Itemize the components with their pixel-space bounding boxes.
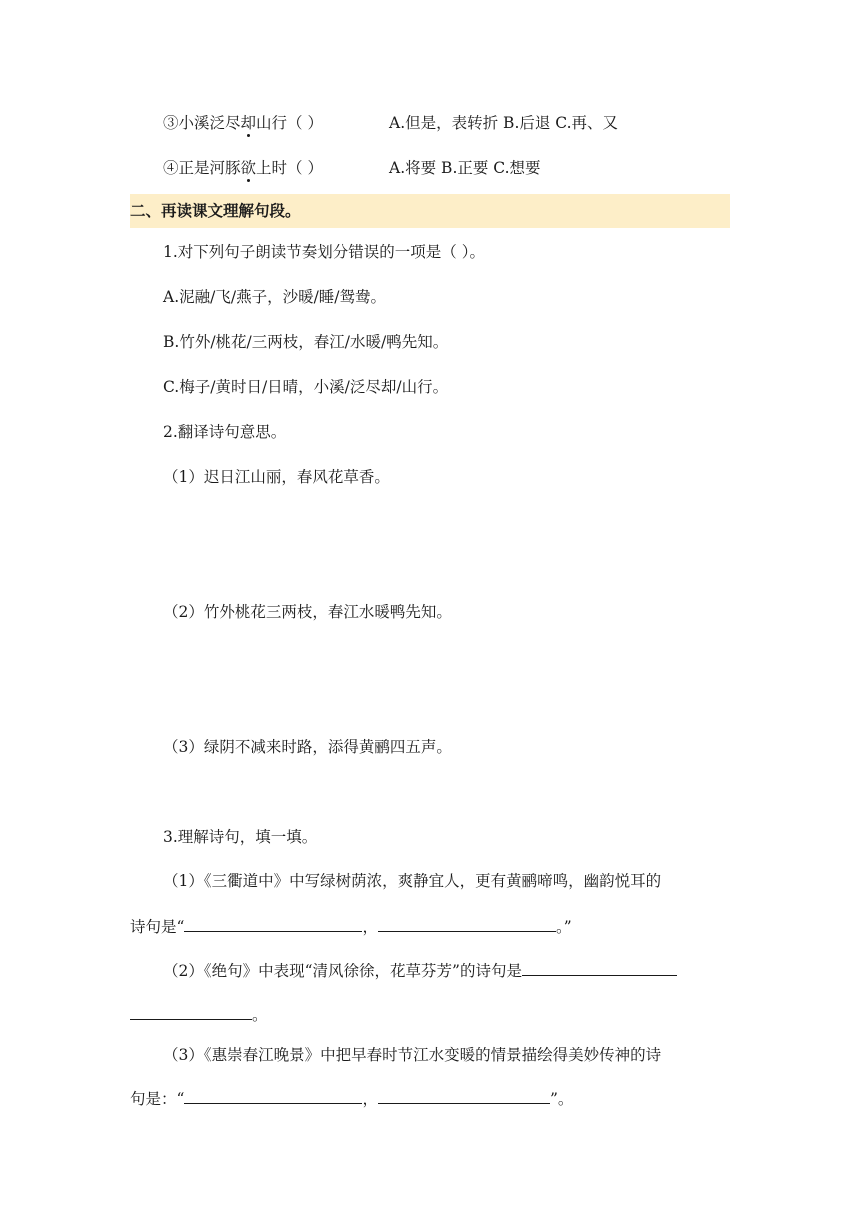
- item-3-sub-3-comma: ，: [362, 1090, 378, 1108]
- question-3-suffix: 山行（ ）: [256, 114, 323, 132]
- item-1-option-a: A.泥融/飞/燕子，沙暖/睡/鸳鸯。: [163, 288, 387, 306]
- question-3-prefix: ③小溪泛尽: [163, 114, 241, 132]
- question-3-options: A.但是，表转折 B.后退 C.再、又: [389, 114, 619, 132]
- answer-blank[interactable]: [130, 1005, 252, 1020]
- answer-blank[interactable]: [184, 917, 362, 932]
- item-3-sub-1-line-2: [130, 916, 572, 938]
- item-2-poem-2: （2）竹外桃花三两枝，春江水暖鸭先知。: [163, 603, 452, 621]
- item-3-sub-3-line-2: [130, 1088, 573, 1110]
- question-4-line: [163, 157, 323, 179]
- item-3-sub-1-line-1: （1）《三衢道中》中写绿树荫浓，爽静宜人，更有黄鹂啼鸣，幽韵悦耳的: [163, 872, 662, 890]
- item-3-sub-1-comma: ，: [362, 918, 378, 936]
- item-3-sub-3-end: ”。: [549, 1090, 574, 1108]
- item-2-poem-3: （3）绿阴不减来时路，添得黄鹂四五声。: [163, 738, 452, 756]
- item-1-stem: 1.对下列句子朗读节奏划分错误的一项是（ ）。: [163, 243, 485, 261]
- item-2-poem-1: （1）迟日江山丽，春风花草香。: [163, 468, 390, 486]
- item-3-sub-2-text: （2）《绝句》中表现“清风徐徐，花草芬芳”的诗句是: [163, 962, 522, 980]
- item-3-sub-1-lead: 诗句是“: [130, 918, 185, 936]
- question-4-dotted-char: 欲: [240, 159, 257, 177]
- question-3-dotted-char: 却: [240, 114, 257, 132]
- item-3-sub-1-end: 。”: [555, 918, 572, 936]
- answer-blank[interactable]: [378, 917, 556, 932]
- item-3-sub-2-end: 。: [252, 1006, 268, 1024]
- item-3-stem: 3.理解诗句，填一填。: [163, 828, 318, 846]
- item-3-sub-3-line-1: （3）《惠崇春江晚景》中把早春时节江水变暖的情景描绘得美妙传神的诗: [163, 1046, 662, 1064]
- item-3-sub-2-line-1: [163, 960, 677, 982]
- question-4-prefix: ④正是河豚: [163, 159, 241, 177]
- answer-blank[interactable]: [522, 961, 677, 976]
- item-1-option-b: B.竹外/桃花/三两枝，春江/水暖/鸭先知。: [163, 333, 449, 351]
- item-3-sub-2-line-2: [130, 1004, 268, 1026]
- answer-blank[interactable]: [378, 1089, 550, 1104]
- question-4-options: A.将要 B.正要 C.想要: [389, 159, 541, 177]
- answer-blank[interactable]: [184, 1089, 362, 1104]
- item-1-option-c: C.梅子/黄时日/日晴，小溪/泛尽却/山行。: [163, 378, 449, 396]
- section-2-title: 二、再读课文理解句段。: [130, 202, 301, 220]
- question-4-suffix: 上时（ ）: [256, 159, 323, 177]
- question-3-line: [163, 112, 323, 134]
- item-3-sub-3-lead: 句是：“: [130, 1090, 185, 1108]
- item-2-stem: 2.翻译诗句意思。: [163, 423, 287, 441]
